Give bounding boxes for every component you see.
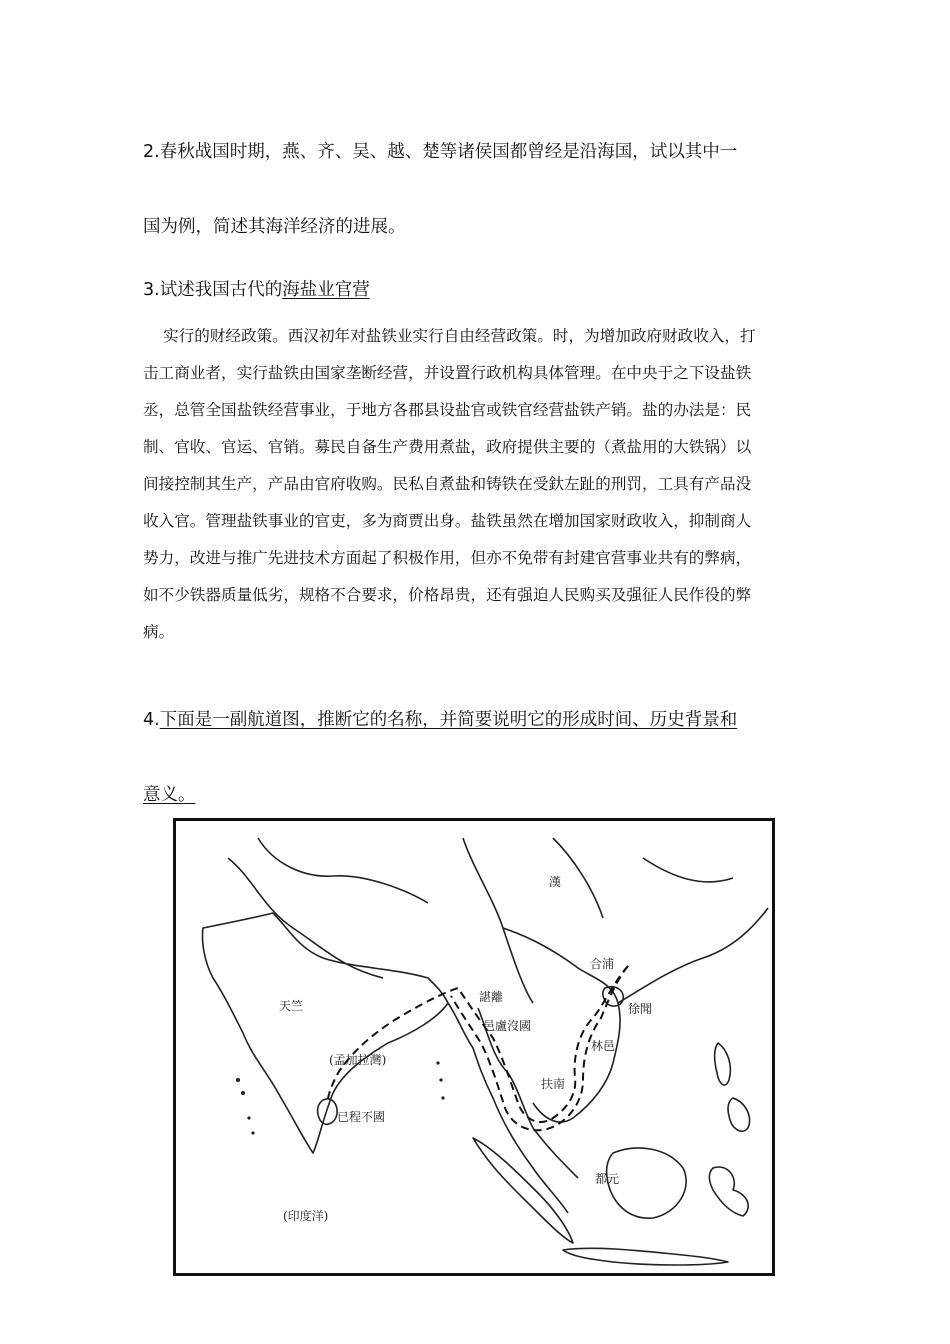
question-3-heading [143, 276, 370, 301]
map-frame [175, 820, 774, 1275]
question-4-text: 下面是一副航道图，推断它的名称，并简要说明它的形成时间、历史背景和 [159, 710, 738, 730]
question-2-line-2: 国为例，简述其海洋经济的进展。 [143, 217, 406, 237]
question-2-line-1: 2.春秋战国时期，燕、齐、吴、越、楚等诸侯国都曾经是沿海国，试以其中一 [143, 142, 738, 162]
label-linyi: 林邑 [591, 1039, 616, 1053]
question-3-answer [143, 318, 807, 651]
answer-line: 势力，改进与推广先进技术方面起了积极作用，但亦不免带有封建官营事业共有的弊病， [143, 549, 752, 567]
label-yichengbu: 已程不國 [337, 1110, 386, 1124]
question-3-underlined-term: 海盐业官营 [282, 280, 370, 300]
island-dot [439, 1078, 442, 1081]
question-3-prefix: 3.试述我国古代的 [143, 280, 283, 300]
label-xuwen: 徐聞 [628, 1002, 653, 1016]
label-chenli: 諶離 [479, 990, 504, 1004]
label-han: 漢 [549, 875, 562, 889]
label-mengjiala: (孟加拉灣) [329, 1053, 387, 1067]
answer-line: 收入官。管理盐铁事业的官吏，多为商贾出身。盐铁虽然在增加国家财政收入，抑制商人 [143, 512, 752, 530]
label-yinduyang: (印度洋) [283, 1209, 329, 1223]
label-tianzhu: 天竺 [279, 999, 304, 1013]
island-dot [436, 1061, 439, 1064]
label-funan: 扶南 [541, 1077, 566, 1091]
label-duyuan: 都元 [595, 1172, 620, 1186]
question-4-number: 4. [143, 710, 160, 730]
answer-line: 如不少铁器质量低劣，规格不合要求，价格昂贵，还有强迫人民购买及强征人民作役的弊 [143, 586, 752, 604]
answer-line: 病。 [143, 623, 175, 641]
map-svg [173, 818, 775, 1276]
island-dot [236, 1078, 240, 1082]
answer-line: 击工商业者，实行盐铁由国家垄断经营，并设置行政机构具体管理。在中央于之下设盐铁 [143, 364, 752, 382]
label-yiluomo: 邑盧沒國 [483, 1019, 532, 1033]
maritime-route-map [173, 818, 775, 1276]
island-dot [441, 1096, 444, 1099]
island-dot [251, 1131, 254, 1134]
answer-line: 制、官收、官运、官销。募民自备生产费用煮盐，政府提供主要的（煮盐用的大铁锅）以 [143, 438, 752, 456]
answer-line: 丞，总管全国盐铁经营事业，于地方各郡县设盐官或铁官经营盐铁产销。盐的办法是：民 [143, 401, 752, 419]
question-4-line-1 [143, 706, 737, 731]
label-hepu: 合浦 [590, 957, 615, 971]
island-dot [241, 1091, 245, 1095]
answer-line: 实行的财经政策。西汉初年对盐铁业实行自由经营政策。时，为增加政府财政收入，打 [163, 327, 756, 345]
island-dot [247, 1116, 250, 1119]
answer-line: 间接控制其生产，产品由官府收购。民私自煮盐和铸铁在受釱左趾的刑罚，工具有产品没 [143, 475, 752, 493]
question-4-line-2: 意义。 [143, 785, 196, 805]
